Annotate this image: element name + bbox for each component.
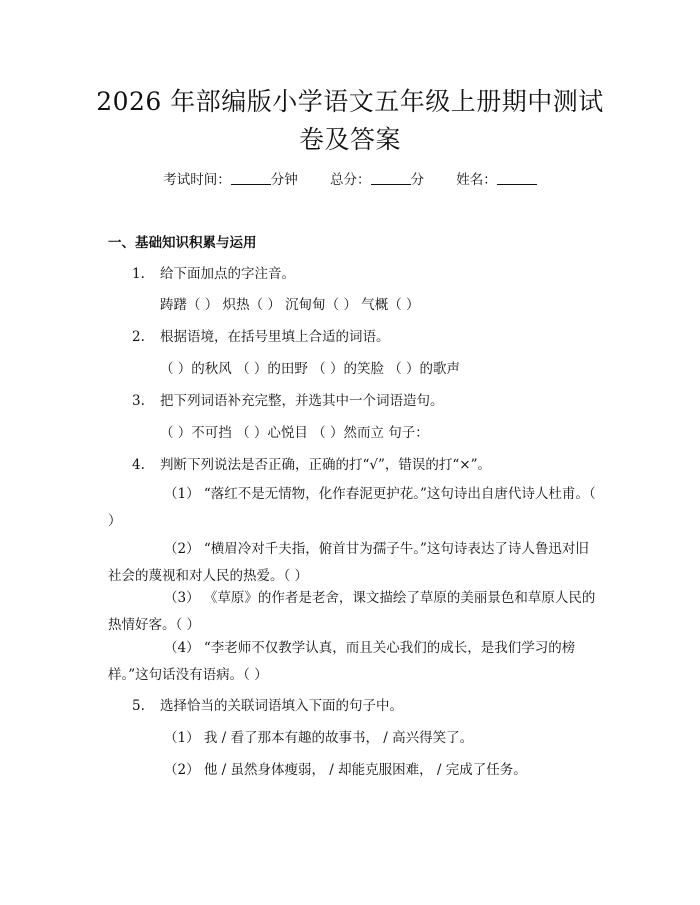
- question-4-item-3: （3） 《草原》的作者是老舍，课文描绘了草原的美丽景色和草原人民的热情好客。（ ）: [108, 590, 596, 633]
- exam-title: [90, 83, 610, 159]
- time-blank: [231, 172, 271, 185]
- question-5: [132, 694, 403, 714]
- question-2-detail: （ ）的秋风 （ ）的田野 （ ）的笑脸 （ ）的歌声: [160, 361, 461, 377]
- exam-meta: [0, 168, 700, 188]
- question-text: 给下面加点的字注音。: [160, 266, 295, 282]
- time-label: 考试时间：: [163, 172, 231, 188]
- score-label: 总分：: [330, 172, 371, 188]
- question-3-detail: （ ）不可挡 （ ）心悦目 （ ）然而立 句子：: [160, 425, 429, 441]
- question-4: [132, 453, 491, 473]
- time-unit: 分钟: [270, 172, 298, 188]
- question-1: [132, 262, 295, 282]
- question-text: 根据语境，在括号里填上合适的词语。: [160, 329, 390, 345]
- question-number: 3.: [132, 393, 145, 409]
- time-field: [163, 168, 298, 188]
- question-1-detail: 踌躇（ ） 炽热（ ） 沉甸甸（ ） 气概（ ）: [160, 297, 420, 313]
- question-4-item-2: （2） “横眉冷对千夫指，俯首甘为孺子牛。”这句诗表达了诗人鲁迅对旧社会的蔑视和对人民的热爱。（ ）: [108, 541, 589, 584]
- title-line-1: 2026 年部编版小学语文五年级上册期中测试: [96, 87, 604, 116]
- section-title: 一、基础知识积累与运用: [108, 235, 257, 251]
- question-5-item-1: （1） 我 / 看了那本有趣的故事书， / 高兴得笑了。: [164, 730, 474, 746]
- score-field: [330, 168, 424, 188]
- question-4-item-1: （1） “落红不是无情物，化作春泥更护花。”这句诗出自唐代诗人杜甫。（ ）: [108, 486, 596, 529]
- question-number: 2.: [132, 329, 145, 345]
- question-5-item-2: （2） 他 / 虽然身体瘦弱， / 却能克服困难， / 完成了任务。: [164, 762, 527, 778]
- question-text: 把下列词语补充完整，并选其中一个词语造句。: [160, 393, 444, 409]
- name-label: 姓名：: [456, 172, 497, 188]
- title-line-2: 卷及答案: [298, 125, 401, 154]
- question-number: 1.: [132, 266, 145, 282]
- question-number: 5.: [132, 698, 145, 714]
- question-text: 判断下列说法是否正确，正确的打“√”，错误的打“×”。: [160, 457, 492, 473]
- question-3: [132, 389, 444, 409]
- score-blank: [371, 172, 411, 185]
- question-4-item-4: （4） “李老师不仅教学认真，而且关心我们的成长，是我们学习的榜样。”这句话没有语病。（ ）: [108, 640, 576, 683]
- name-field: [456, 168, 537, 188]
- score-unit: 分: [410, 172, 424, 188]
- name-blank: [497, 172, 537, 185]
- question-text: 选择恰当的关联词语填入下面的句子中。: [160, 698, 403, 714]
- question-2: [132, 325, 390, 345]
- question-number: 4.: [132, 457, 145, 473]
